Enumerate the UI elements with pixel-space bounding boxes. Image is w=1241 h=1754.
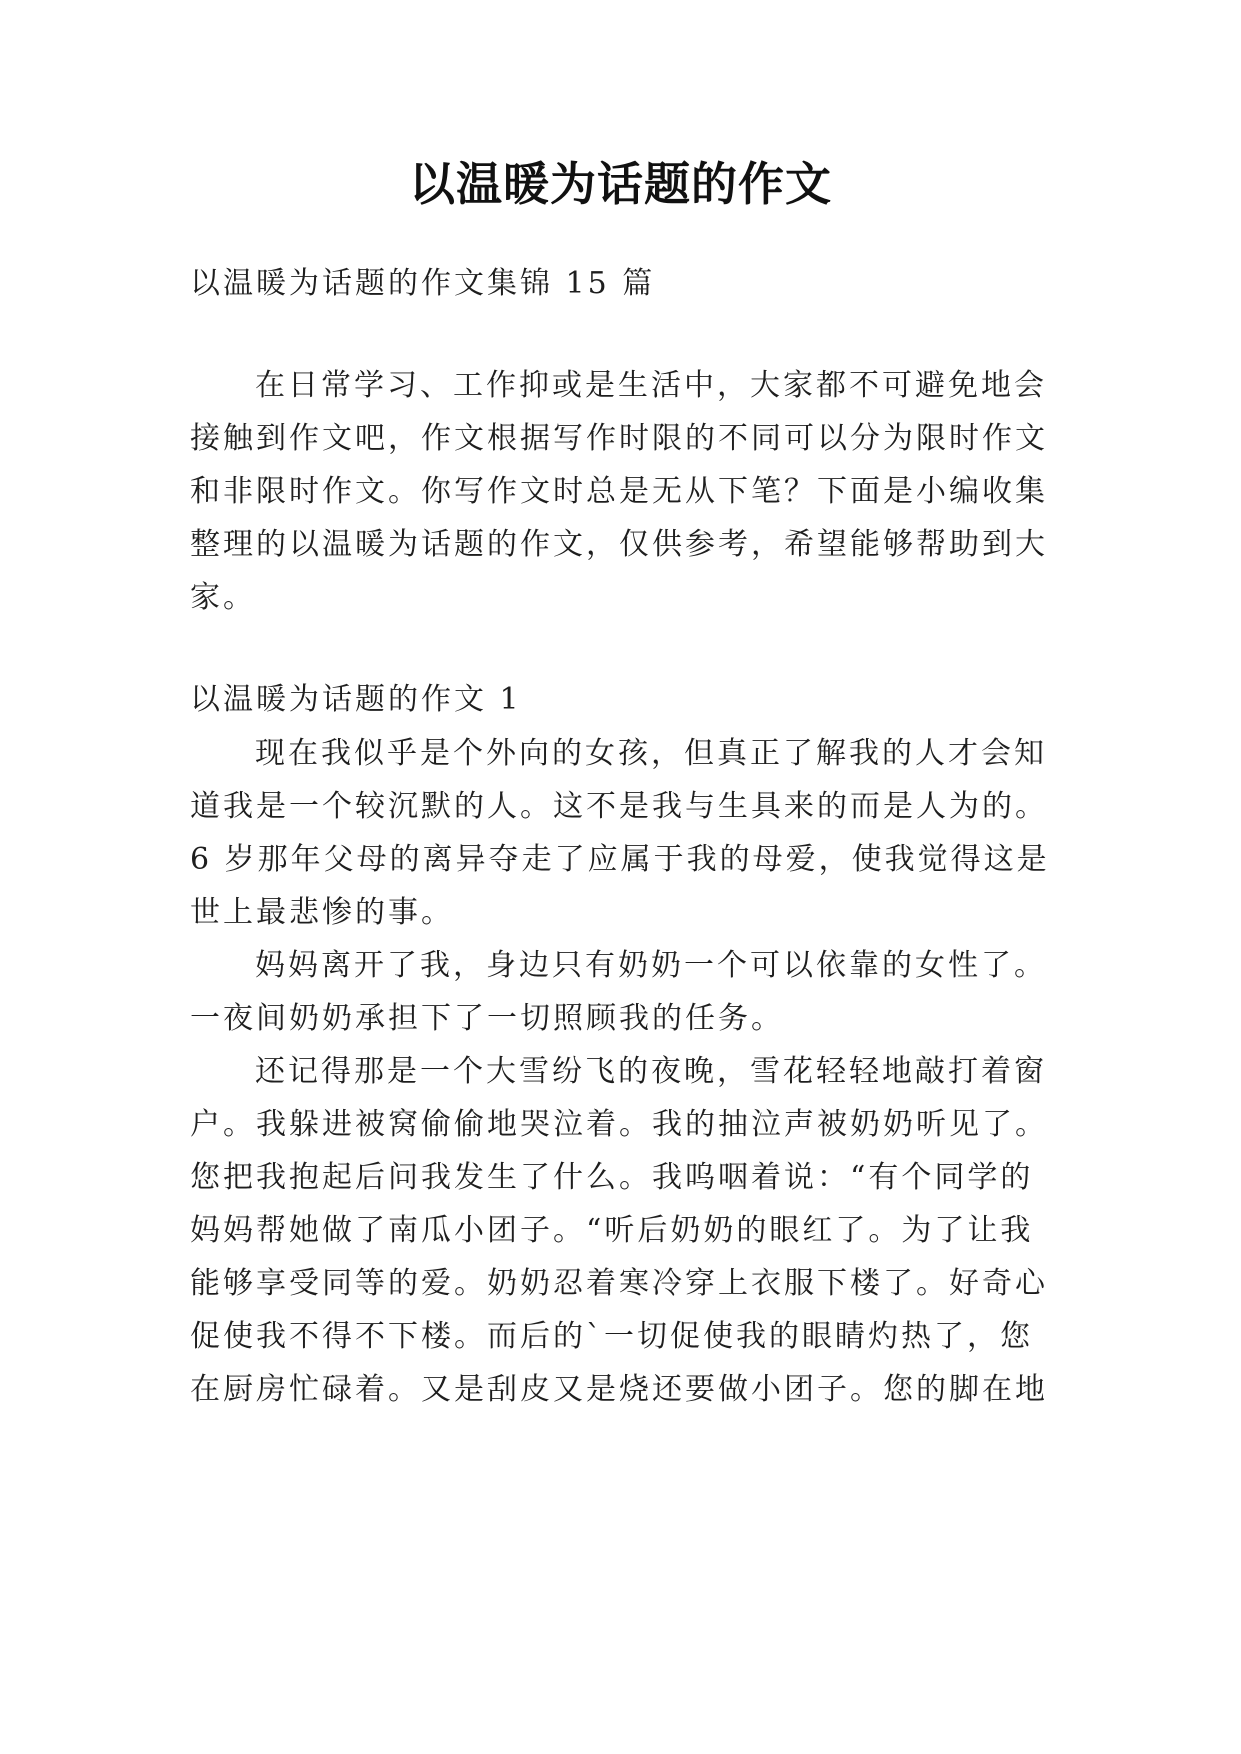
intro-line: 在日常学习、工作抑或是生活中，大家都不可避免地会	[255, 368, 1047, 403]
body-line: 在厨房忙碌着。又是刮皮又是烧还要做小团子。您的脚在地	[190, 1372, 1048, 1407]
body-line: 道我是一个较沉默的人。这不是我与生具来的而是人为的。	[190, 789, 1048, 824]
section-heading: 以温暖为话题的作文 1	[190, 682, 522, 717]
body-line: 能够享受同等的爱。奶奶忍着寒冷穿上衣服下楼了。好奇心	[190, 1266, 1048, 1301]
body-line: 6 岁那年父母的离异夺走了应属于我的母爱，使我觉得这是	[190, 842, 1050, 877]
body-line: 户。我躲进被窝偷偷地哭泣着。我的抽泣声被奶奶听见了。	[190, 1107, 1048, 1142]
body-line: 一夜间奶奶承担下了一切照顾我的任务。	[190, 1001, 784, 1036]
intro-line: 整理的以温暖为话题的作文，仅供参考，希望能够帮助到大	[190, 527, 1048, 562]
body-line: 妈妈帮她做了南瓜小团子。“听后奶奶的眼红了。为了让我	[190, 1213, 1034, 1248]
document-subtitle: 以温暖为话题的作文集锦 15 篇	[190, 266, 656, 301]
body-line: 世上最悲惨的事。	[190, 895, 454, 930]
intro-line: 家。	[190, 580, 256, 615]
body-line: 现在我似乎是个外向的女孩，但真正了解我的人才会知	[255, 736, 1047, 771]
document-title: 以温暖为话题的作文	[409, 157, 832, 211]
body-line: 您把我抱起后问我发生了什么。我呜咽着说：“有个同学的	[190, 1160, 1034, 1195]
body-line: 还记得那是一个大雪纷飞的夜晚，雪花轻轻地敲打着窗	[255, 1054, 1047, 1089]
intro-line: 接触到作文吧，作文根据写作时限的不同可以分为限时作文	[190, 421, 1048, 456]
body-line: 促使我不得不下楼。而后的`一切促使我的眼睛灼热了，您	[190, 1319, 1033, 1354]
body-line: 妈妈离开了我，身边只有奶奶一个可以依靠的女性了。	[255, 948, 1047, 983]
intro-line: 和非限时作文。你写作文时总是无从下笔？下面是小编收集	[190, 474, 1048, 509]
